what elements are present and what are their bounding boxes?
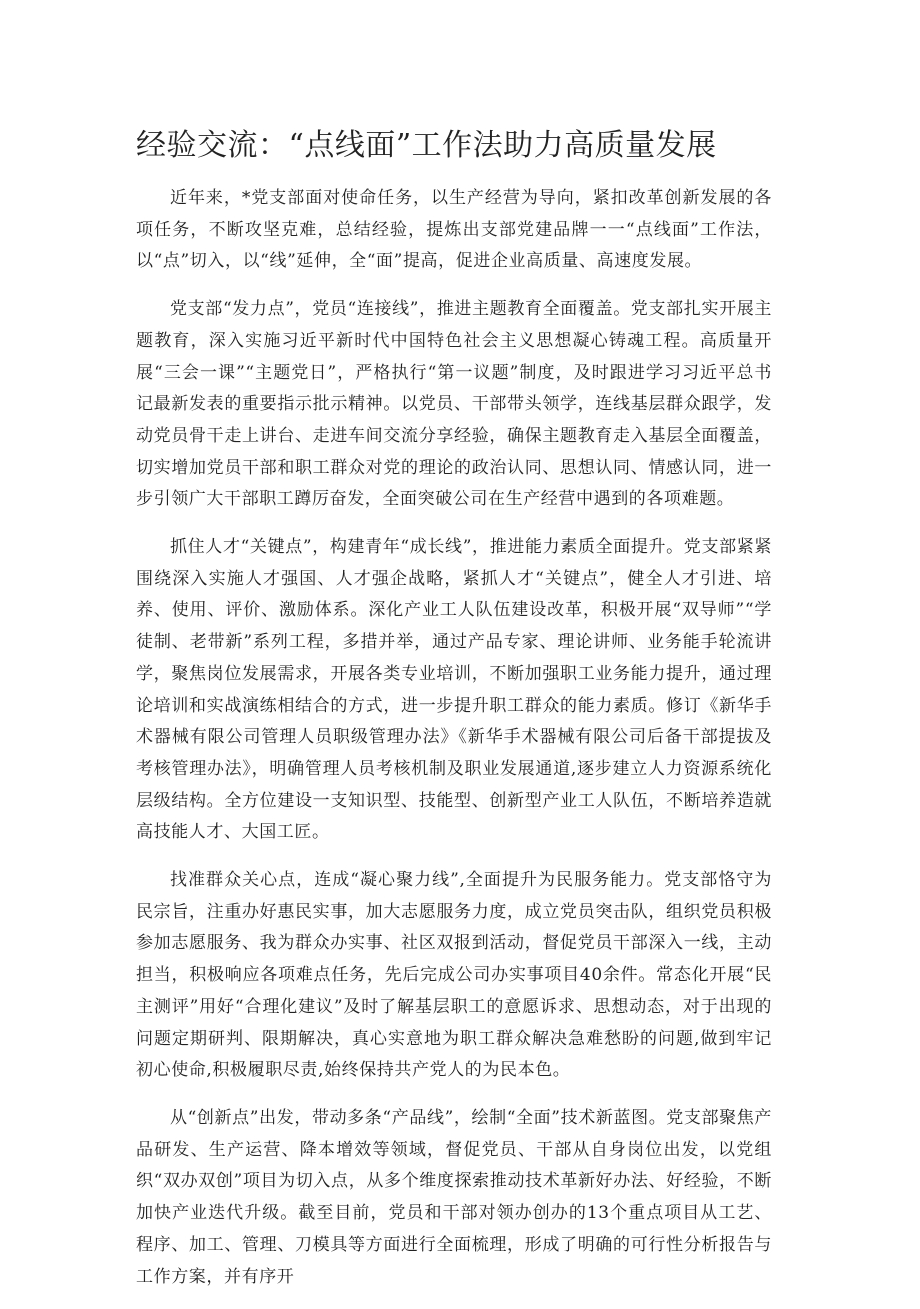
paragraph-theme-education: 党支部“发力点”，党员“连接线”，推进主题教育全面覆盖。党支部扎实开展主题教育，深入实施习近平新时代中国特色社会主义思想凝心铸魂工程。高质量开展“三会一课”“主题党日”，严格执行“第一议题”制度，及时跟进学习习近平总书记最新发表的重要指示批示精神。以党员、干部带头领学，连线基层群众跟学，发动党员骨干走上讲台、走进车间交流分享经验，确保主题教育走入基层全面覆盖，切实增加党员干部和职工群众对党的理论的政治认同、思想认同、情感认同，进一步引领广大干部职工蹲厉奋发，全面突破公司在生产经营中遇到的各项难题。 (136, 299, 772, 510)
document-body (136, 183, 772, 1309)
paragraph-intro: 近年来，*党支部面对使命任务，以生产经营为导向，紧扣改革创新发展的各项任务，不断攻坚克难，总结经验，提炼出支部党建品牌一一“点线面”工作法，以“点”切入，以“线”延伸，全“面”提高，促进企业高质量、高速度发展。 (136, 188, 772, 272)
paragraph-talent: 抓住人才“关键点”，构建青年“成长线”，推进能力素质全面提升。党支部紧紧围绕深入实施人才强国、人才强企战略，紧抓人才“关键点”，健全人才引进、培养、使用、评价、激励体系。深化产业工人队伍建设改革，积极开展“双导师”“学徒制、老带新”系列工程，多措并举，通过产品专家、理论讲师、业务能手轮流讲学，聚焦岗位发展需求，开展各类专业培训，不断加强职工业务能力提升，通过理论培训和实战演练相结合的方式，进一步提升职工群众的能力素质。修订《新华手术器械有限公司管理人员职级管理办法》《新华手术器械有限公司后备干部提拔及考核管理办法》，明确管理人员考核机制及职业发展通道,逐步建立人力资源系统化层级结构。全方位建设一支知识型、技能型、创新型产业工人队伍，不断培养造就高技能人才、大国工匠。 (136, 537, 772, 843)
paragraph-public-service: 找准群众关心点，连成“凝心聚力线”,全面提升为民服务能力。党支部恪守为民宗旨，注重办好惠民实事，加大志愿服务力度，成立党员突击队，组织党员积极参加志愿服务、我为群众办实事、社区双报到活动，督促党员干部深入一线，主动担当，积极响应各项难点任务，先后完成公司办实事项目40余件。常态化开展“民主测评”用好“合理化建议”及时了解基层职工的意愿诉求、思想动态，对于出现的问题定期研判、限期解决，真心实意地为职工群众解决急难愁盼的问题,做到牢记初心使命,积极履职尽责,始终保持共产党人的为民本色。 (136, 870, 772, 1081)
document-title: 经验交流：“点线面”工作法助力高质量发展 (136, 128, 717, 163)
paragraph-innovation: 从“创新点”出发，带动多条“产品线”，绘制“全面”技术新蓝图。党支部聚焦产品研发、生产运营、降本增效等领域，督促党员、干部从自身岗位出发，以党组织“双办双创”项目为切入点，从多个维度探索推动技术革新好办法、好经验，不断加快产业迭代升级。截至目前，党员和干部对领办创办的13个重点项目从工艺、程序、加工、管理、刀模具等方面进行全面梳理，形成了明确的可行性分析报告与工作方案，并有序开 (136, 1107, 772, 1287)
